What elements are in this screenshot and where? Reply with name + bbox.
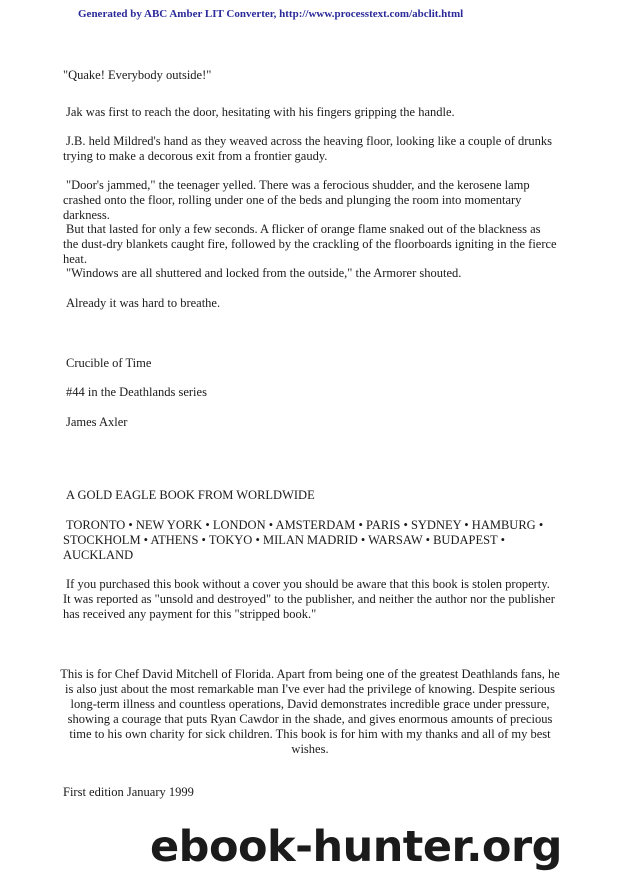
publisher-line: A GOLD EAGLE BOOK FROM WORLDWIDE [66,488,315,502]
paragraph-quake: "Quake! Everybody outside!" [63,68,212,82]
book-title: Crucible of Time [66,356,152,370]
paragraph-windows: "Windows are all shuttered and locked from the outside," the Armorer shouted. [66,266,462,280]
paragraph-door-jammed: "Door's jammed," the teenager yelled. There was a ferocious shudder, and the kerosene lamp crashed onto the floor, rolling under one of the beds and plunging the room into momentary darkness. [63,178,530,222]
paragraph-breathe: Already it was hard to breathe. [66,296,221,310]
book-series: #44 in the Deathlands series [66,385,207,399]
publisher-cities: TORONTO • NEW YORK • LONDON • AMSTERDAM • PARIS • SYDNEY • HAMBURG • STOCKHOLM • ATHENS • TOKYO • MILAN MADRID • WARSAW • BUDAPEST • AUCKLAND [63,518,544,562]
edition-line: First edition January 1999 [63,785,194,799]
watermark: ebook-hunter.org [150,822,562,872]
dedication: This is for Chef David Mitchell of Florida. Apart from being one of the greatest Deathlands fans, he is also just about the most remarkable man I've ever had the privilege of knowing. Despite serious long-term illness and countless operations, David demonstrates incredible grace under pressure, showing a courage that puts Ryan Cawdor in the shade, and gives enormous amounts of precious time to his own charity for sick children. This book is for him with my thanks and all of my best wishes. [60,667,560,756]
converter-header: Generated by ABC Amber LIT Converter, http://www.processtext.com/abclit.html [78,8,464,20]
paragraph-jb: J.B. held Mildred's hand as they weaved across the heaving floor, looking like a couple of drunks trying to make a decorous exit from a frontier gaudy. [63,134,553,163]
paragraph-flame: But that lasted for only a few seconds. A flicker of orange flame snaked out of the blackness as the dust-dry blankets caught fire, followed by the crackling of the floorboards igniting in the fierce heat. [63,222,557,266]
paragraph-jak: Jak was first to reach the door, hesitating with his fingers gripping the handle. [66,105,455,119]
book-author: James Axler [66,415,128,429]
stripped-book-notice: If you purchased this book without a cover you should be aware that this book is stolen property. It was reported as "unsold and destroyed" to the publisher, and neither the author nor the publisher has received any payment for this "stripped book." [63,577,555,621]
